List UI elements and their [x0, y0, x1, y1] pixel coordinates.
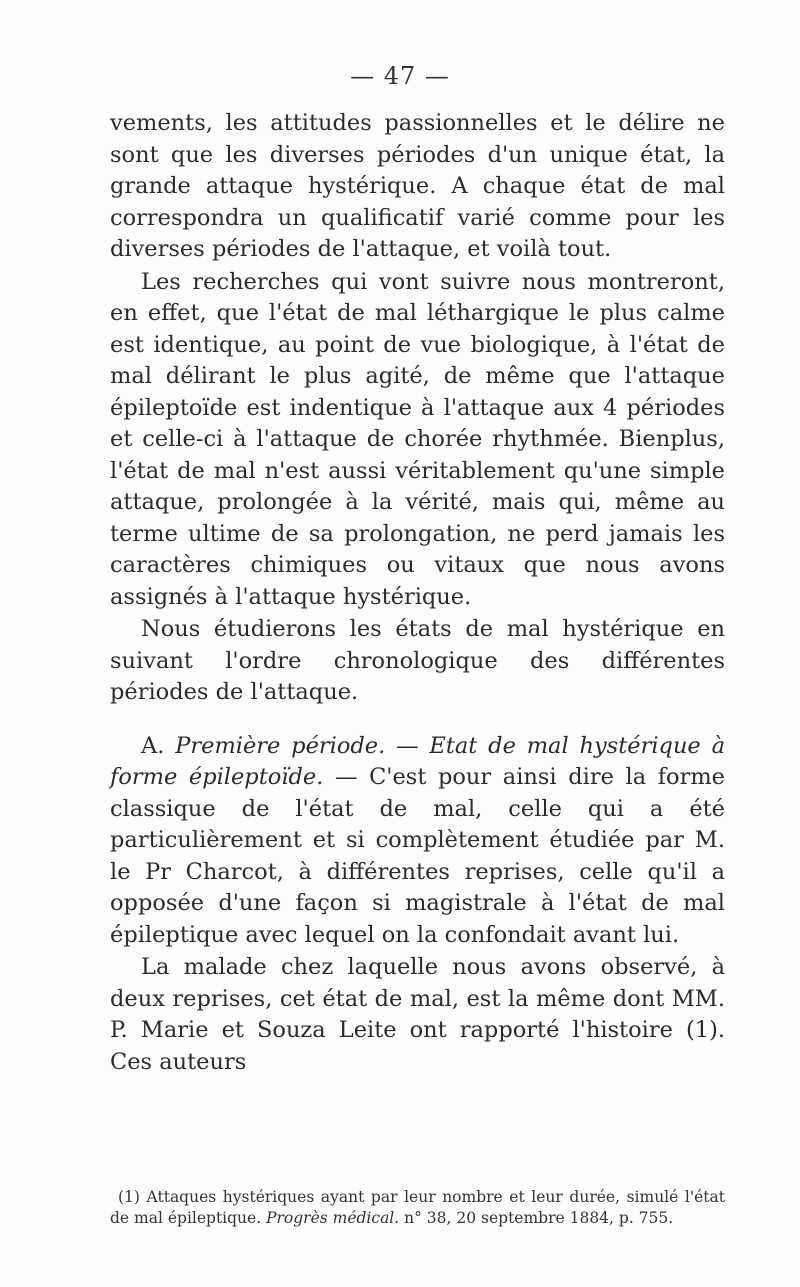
- section-a-text: — C'est pour ainsi dire la forme classique de l'état de mal, celle qui a été particulièrement et si complètement étudiée par M. le Pr Charcot, à différentes reprises, celle qu'il a opposée d'une façon si magistrale à l'état de mal épileptique avec lequel on la confondait avant lui.: [110, 764, 725, 948]
- footnote: [110, 1187, 725, 1229]
- footnote-text: [110, 1187, 725, 1229]
- paragraph-continuation: vements, les attitudes passionnelles et le délire ne sont que les diverses périodes d'un unique état, la grande attaque hystérique. A chaque état de mal correspondra un qualificatif varié comme pour les diverses périodes de l'attaque, et voilà tout.: [110, 110, 725, 262]
- paragraph-recherches: Les recherches qui vont suivre nous montreront, en effet, que l'état de mal léthargique le plus calme est identique, au point de vue biologique, à l'état de mal délirant le plus agité, de même que l'attaque épileptoïde est indentique à l'attaque aux 4 périodes et celle-ci à l'attaque de chorée rhythmée. Bienplus, l'état de mal n'est aussi véritablement qu'une simple attaque, prolongée à la vérité, mais qui, même au terme ultime de sa prolongation, ne perd jamais les caractères chimiques ou vitaux que nous avons assignés à l'attaque hystérique.: [110, 268, 725, 610]
- footnote-journal: Progrès médical.: [266, 1209, 400, 1227]
- footnote-marker: (1): [118, 1188, 140, 1206]
- section-a-heading: Première période. — Etat de mal hystérique à forme épileptoïde.: [110, 732, 725, 790]
- footnote-text-before: Attaques hystériques ayant par leur nombre et leur durée, simulé l'état de mal épileptique.: [110, 1188, 725, 1227]
- page-number: — 47 —: [350, 62, 450, 90]
- paragraph-malade: La malade chez laquelle nous avons observé, à deux reprises, cet état de mal, est la même dont MM. P. Marie et Souza Leite ont rapporté l'histoire (1). Ces auteurs: [110, 954, 725, 1075]
- paragraph-etudierons: Nous étudierons les états de mal hystérique en suivant l'ordre chronologique des différentes périodes de l'attaque.: [110, 616, 725, 705]
- section-a-label: A.: [141, 732, 165, 759]
- body-text: [110, 108, 725, 1078]
- section-a-paragraph: [110, 731, 725, 952]
- footnote-text-after: n° 38, 20 septembre 1884, p. 755.: [399, 1209, 674, 1227]
